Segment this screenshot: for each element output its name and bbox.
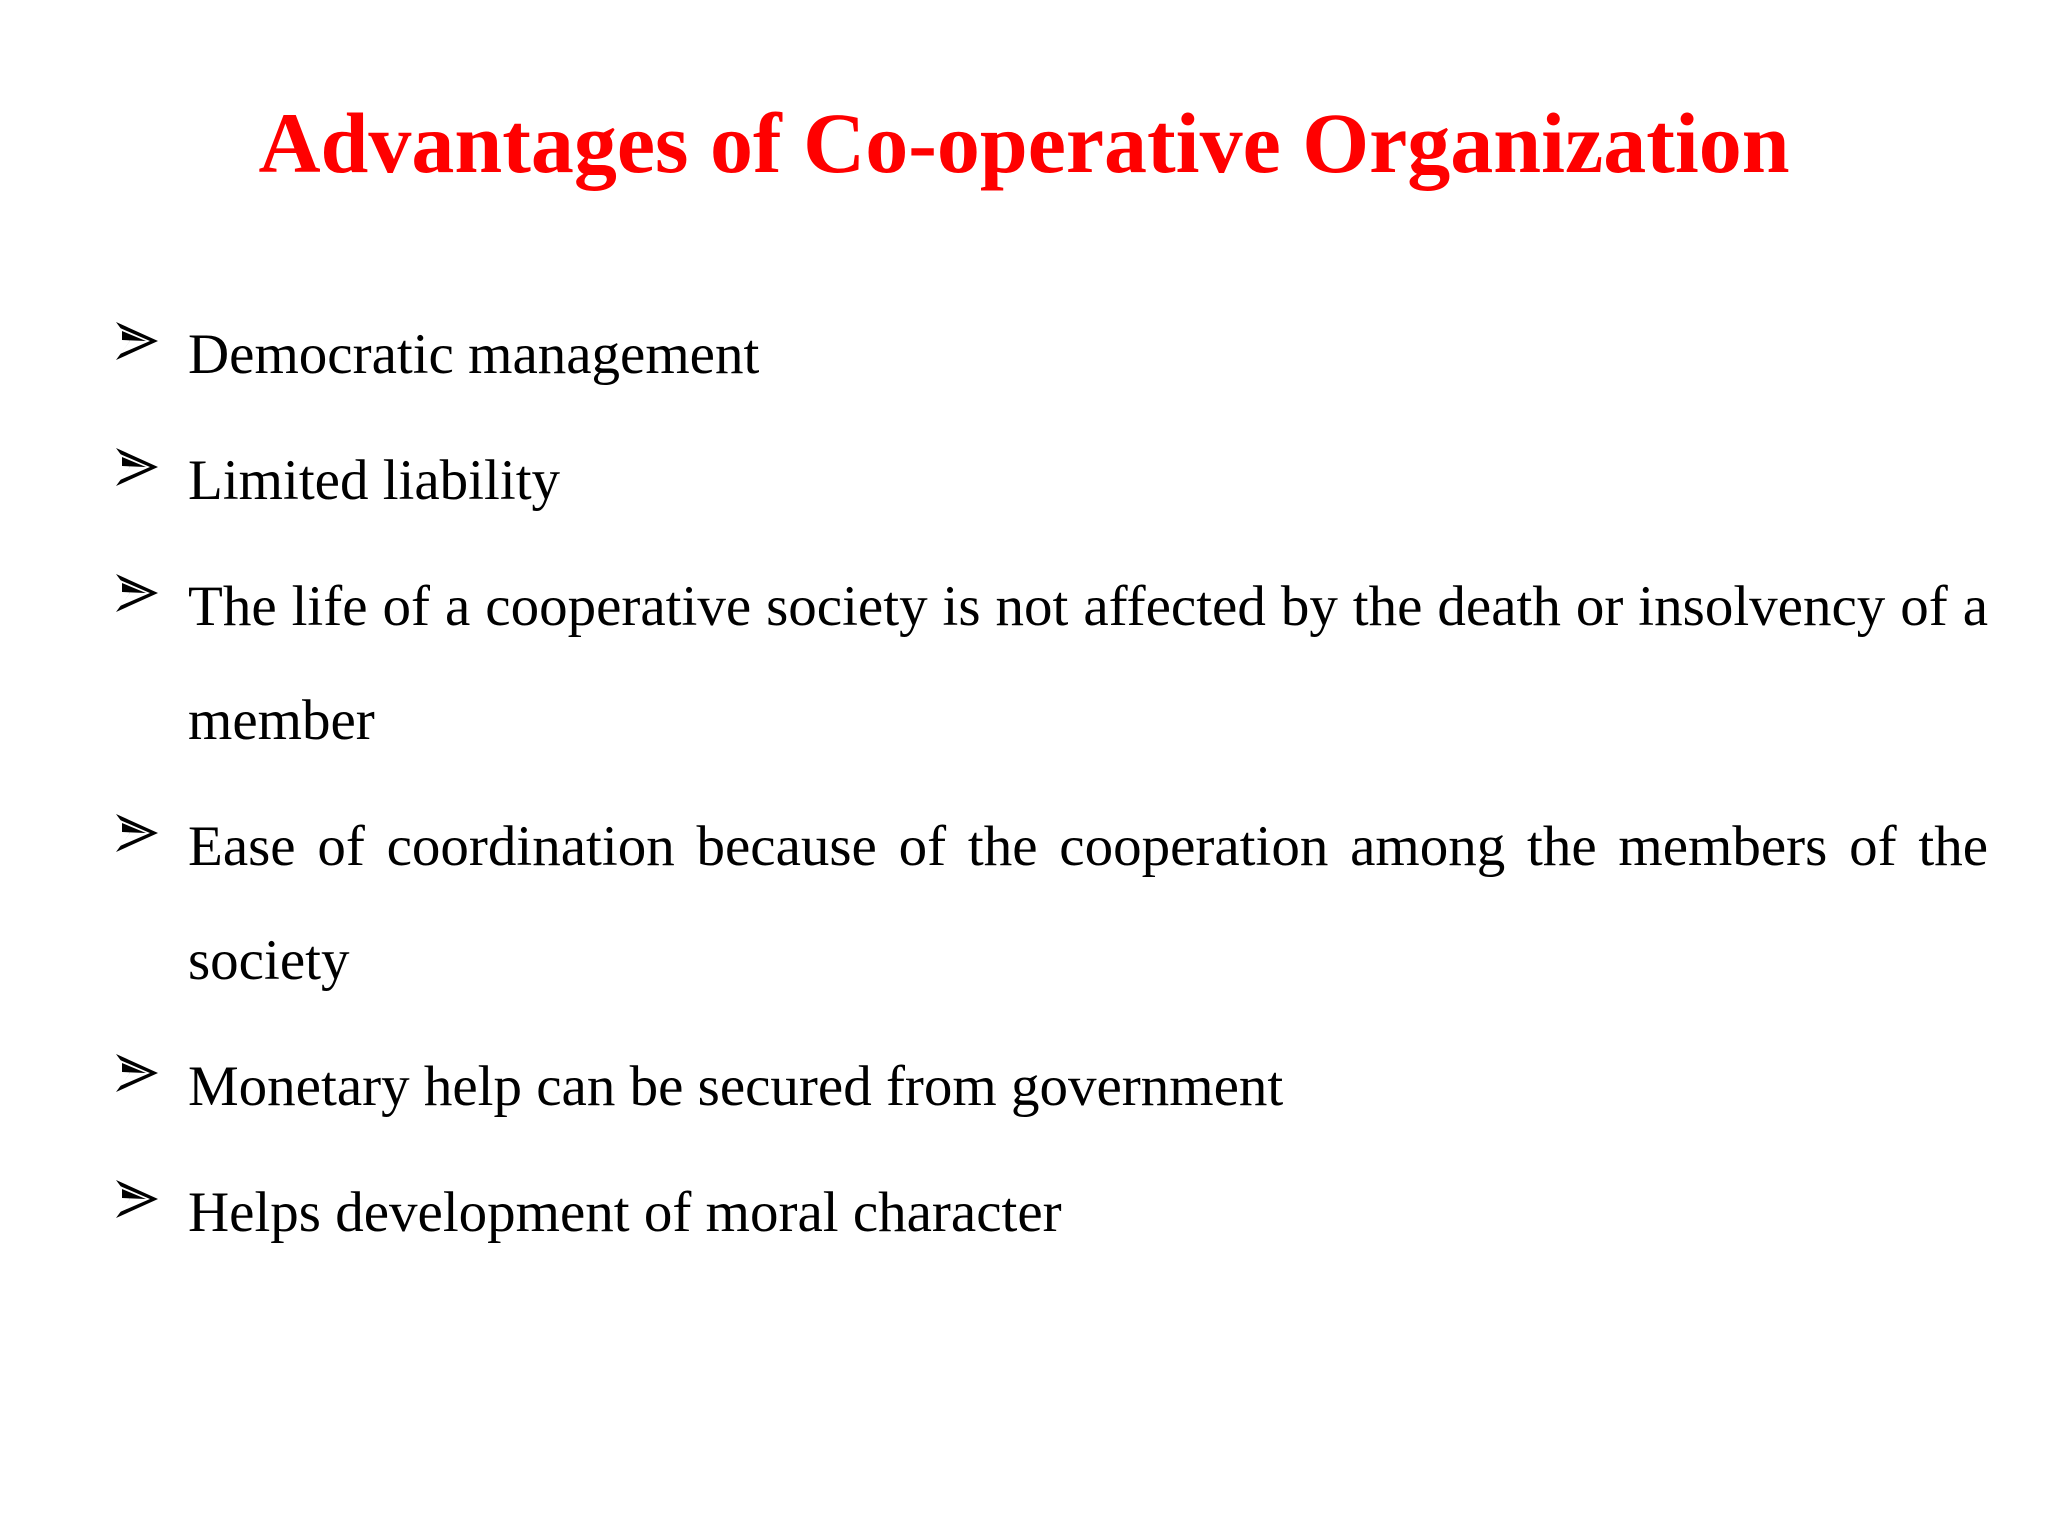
list-item bbox=[112, 298, 1988, 412]
bullet-text: Limited liability bbox=[188, 449, 561, 512]
bullet-text: The life of a cooperative society is not affected by the death or insolvency of a member bbox=[188, 575, 1988, 752]
bullet-list bbox=[112, 298, 1988, 1282]
arrowhead-bullet-icon bbox=[112, 316, 162, 366]
bullet-text: Monetary help can be secured from government bbox=[188, 1055, 1284, 1118]
bullet-text: Ease of coordination because of the cooperation among the members of the society bbox=[188, 815, 1988, 992]
list-item bbox=[112, 424, 1988, 538]
arrowhead-bullet-icon bbox=[112, 442, 162, 492]
list-item bbox=[112, 1156, 1988, 1270]
list-item bbox=[112, 550, 1988, 778]
list-item bbox=[112, 1030, 1988, 1144]
slide-title: Advantages of Co-operative Organization bbox=[258, 95, 1790, 191]
bullet-text: Helps development of moral character bbox=[188, 1181, 1062, 1244]
arrowhead-bullet-icon bbox=[112, 808, 162, 858]
bullet-text: Democratic management bbox=[188, 323, 760, 386]
arrowhead-bullet-icon bbox=[112, 1048, 162, 1098]
arrowhead-bullet-icon bbox=[112, 568, 162, 618]
arrowhead-bullet-icon bbox=[112, 1174, 162, 1224]
list-item bbox=[112, 790, 1988, 1018]
